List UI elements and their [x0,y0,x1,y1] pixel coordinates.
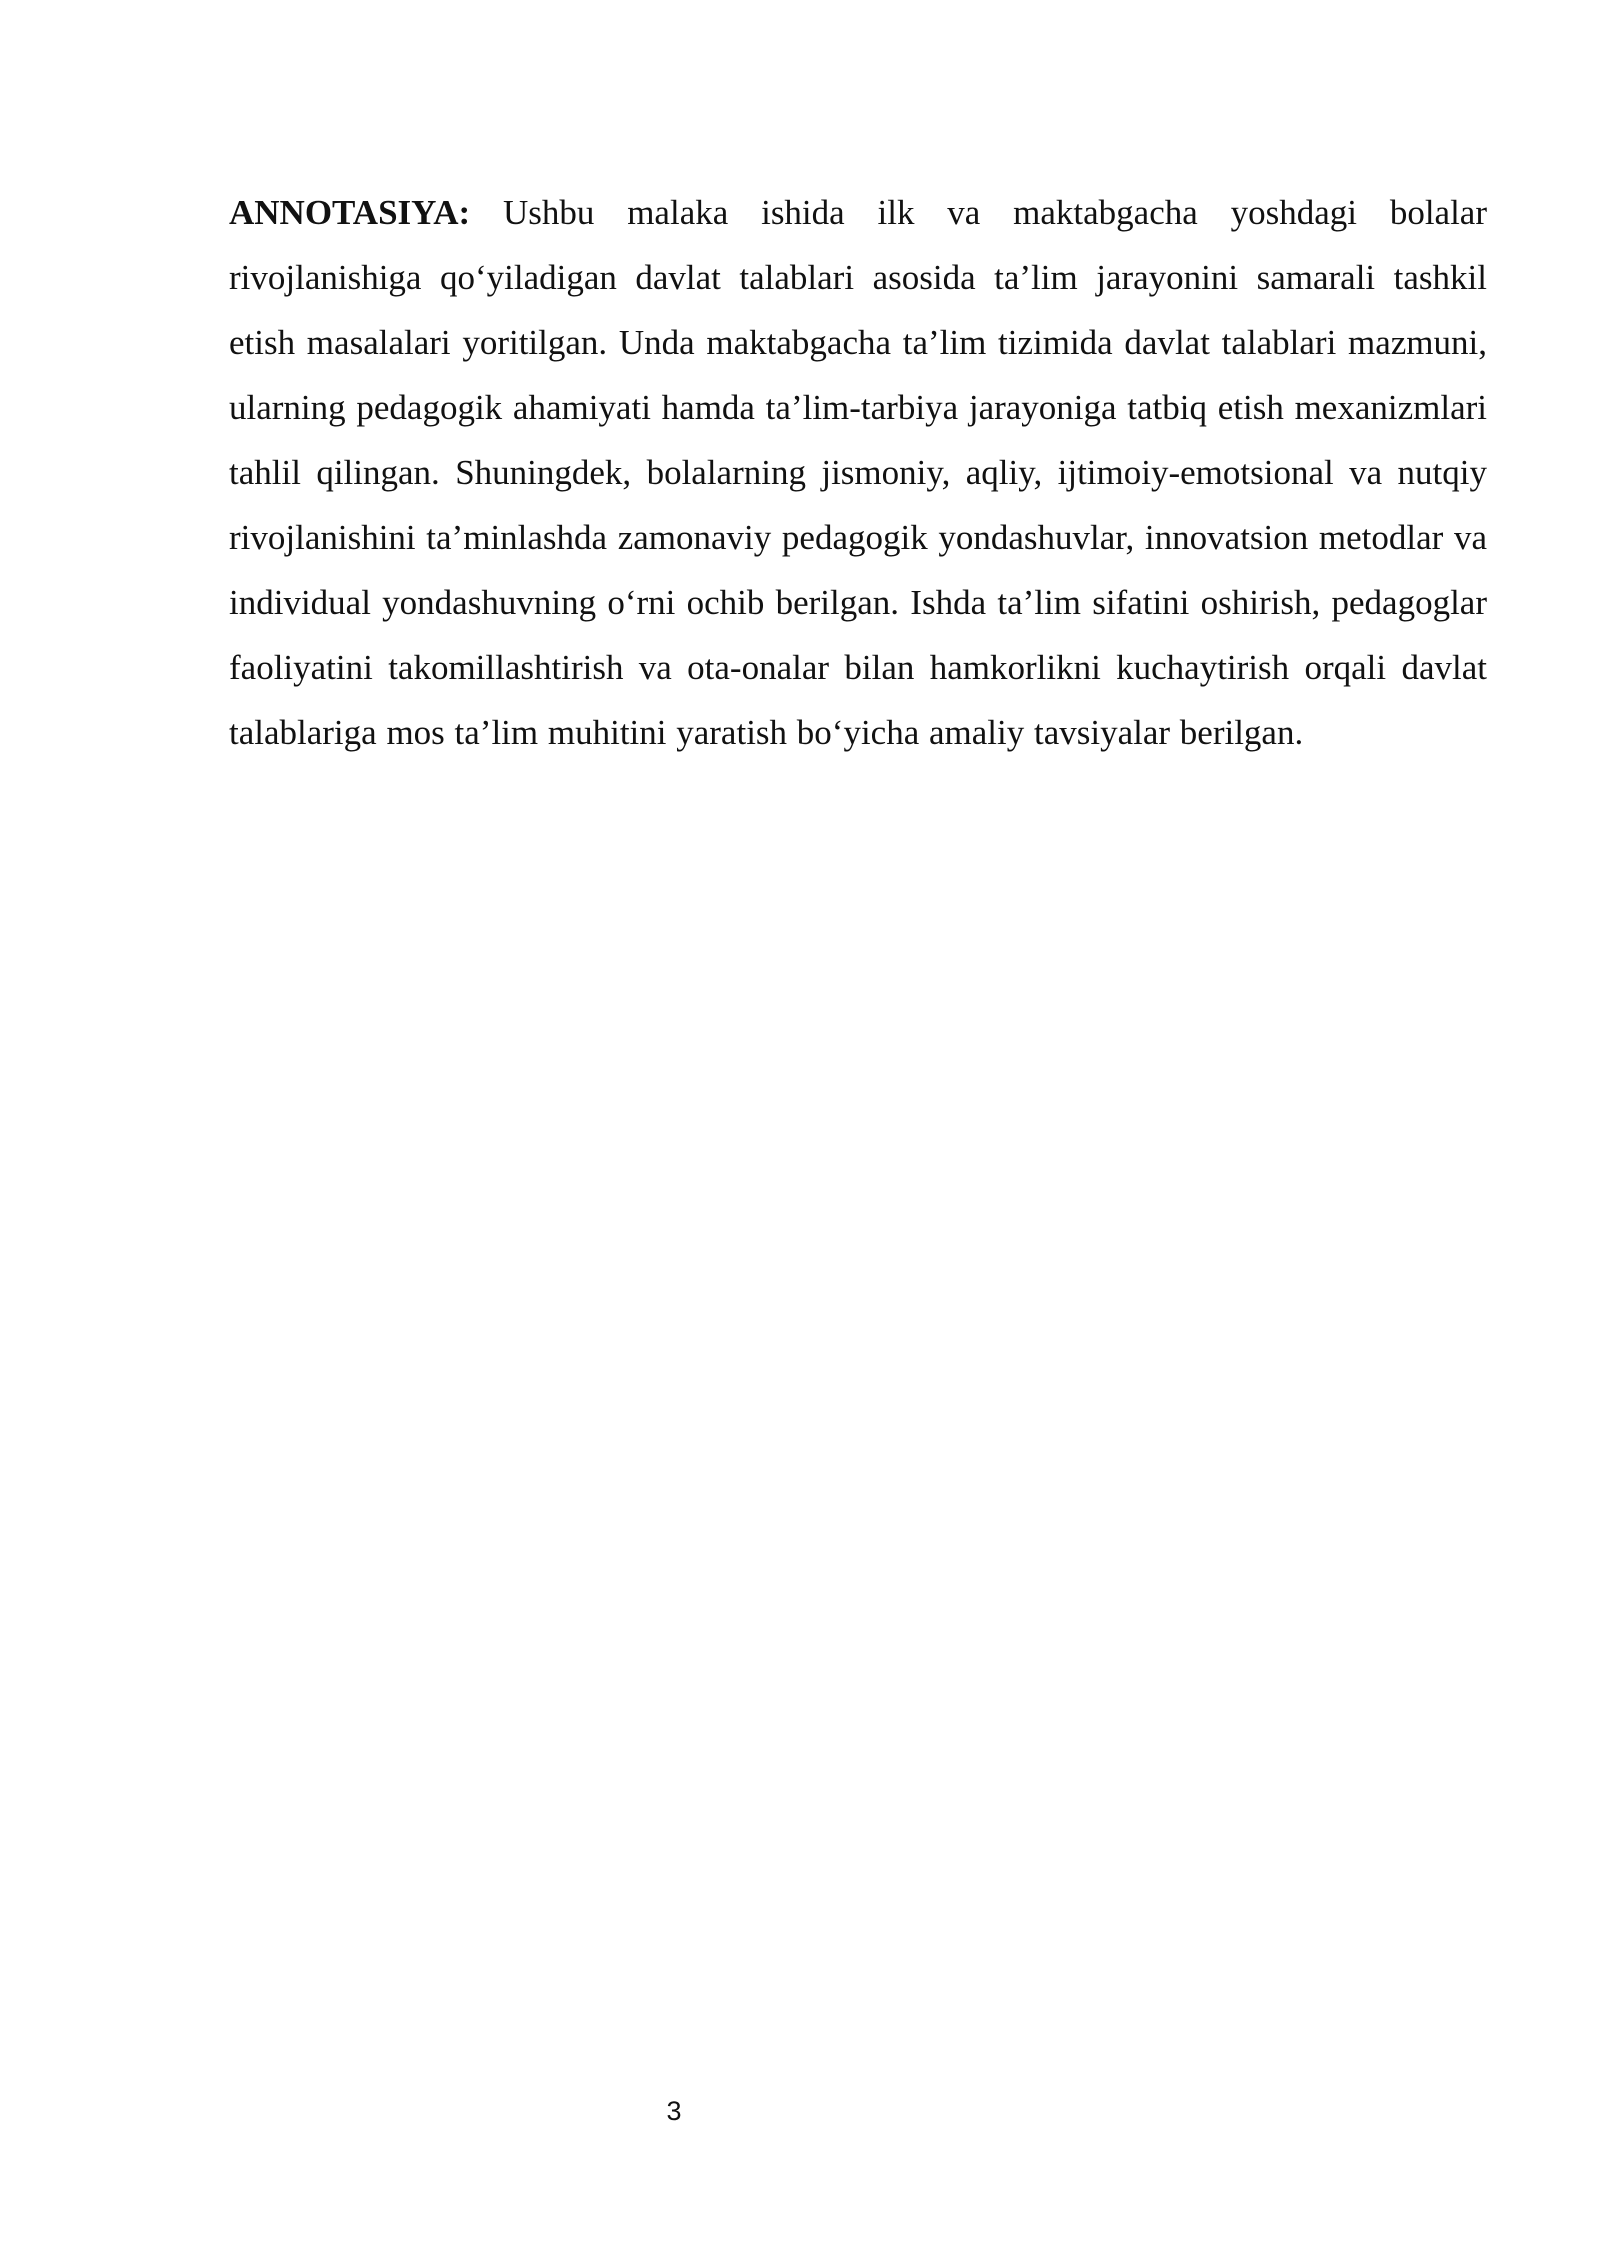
annotation-label: ANNOTASIYA: [229,193,471,232]
annotation-paragraph [229,180,1487,765]
page-number: 3 [666,2096,682,2126]
annotation-text: Ushbu malaka ishida ilk va maktabgacha yoshdagi bolalar rivojlanishiga qo‘yiladigan davlat talablari asosida ta’lim jarayonini samarali tashkil etish masalalari yoritilgan. Unda maktabgacha ta’lim tizimida davlat talablari mazmuni, ularning pedagogik ahamiyati hamda ta’lim-tarbiya jarayoniga tatbiq etish mexanizmlari tahlil qilingan. Shuningdek, bolalarning jismoniy, aqliy, ijtimoiy-emotsional va nutqiy rivojlanishini ta’minlashda zamonaviy pedagogik yondashuvlar, innovatsion metodlar va individual yondashuvning o‘rni ochib berilgan. Ishda ta’lim sifatini oshirish, pedagoglar faoliyatini takomillashtirish va ota-onalar bilan hamkorlikni kuchaytirish orqali davlat talablariga mos ta’lim muhitini yaratish bo‘yicha amaliy tavsiyalar berilgan. [229,193,1487,752]
